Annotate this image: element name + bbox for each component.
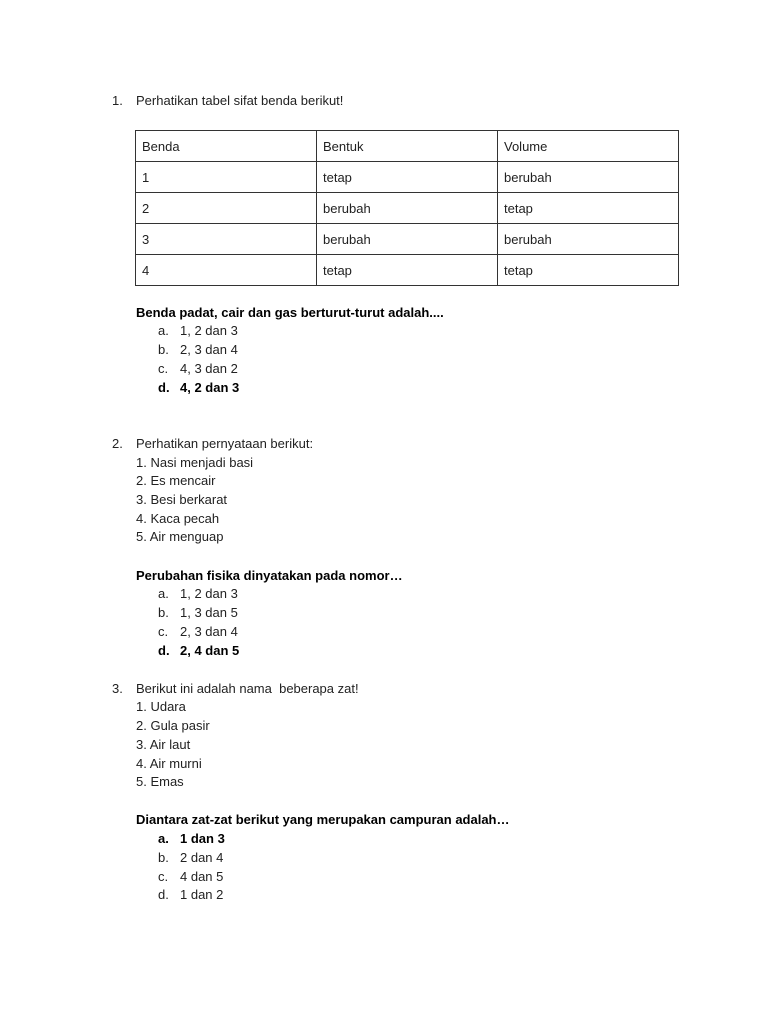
q1-number: 1. bbox=[112, 93, 123, 108]
table-cell: 4 bbox=[136, 255, 317, 286]
q3-item: 1. Udara bbox=[136, 699, 186, 714]
q3-number: 3. bbox=[112, 681, 123, 696]
q3-option-a-answer bbox=[158, 830, 458, 848]
q2-option-c bbox=[158, 623, 458, 641]
option-text: 1, 3 dan 5 bbox=[180, 605, 238, 620]
q2-question: Perubahan fisika dinyatakan pada nomor… bbox=[136, 568, 403, 583]
q1-prompt: Perhatikan tabel sifat benda berikut! bbox=[136, 93, 344, 108]
q2-prompt: Perhatikan pernyataan berikut: bbox=[136, 436, 314, 451]
table-cell: tetap bbox=[498, 255, 679, 286]
option-text: 1 dan 2 bbox=[180, 887, 224, 902]
table-cell: tetap bbox=[498, 193, 679, 224]
option-text: 1 dan 3 bbox=[180, 831, 225, 846]
option-label: d. bbox=[158, 643, 170, 658]
option-label: d. bbox=[158, 887, 169, 902]
table-cell: tetap bbox=[317, 255, 498, 286]
table-row bbox=[136, 224, 679, 255]
q3-option-b bbox=[158, 849, 458, 867]
option-label: b. bbox=[158, 342, 169, 357]
option-label: a. bbox=[158, 323, 169, 338]
table-header-cell: Benda bbox=[136, 131, 317, 162]
table-cell: berubah bbox=[498, 224, 679, 255]
q2-option-a bbox=[158, 585, 458, 603]
table-header-cell: Volume bbox=[498, 131, 679, 162]
properties-table bbox=[135, 130, 679, 286]
q3-item: 3. Air laut bbox=[136, 737, 191, 752]
option-text: 4, 2 dan 3 bbox=[180, 380, 240, 395]
table-cell: 2 bbox=[136, 193, 317, 224]
option-label: a. bbox=[158, 586, 169, 601]
q1-option-a bbox=[158, 322, 458, 340]
option-label: c. bbox=[158, 624, 169, 639]
q2-item: 3. Besi berkarat bbox=[136, 492, 228, 507]
table-cell: 3 bbox=[136, 224, 317, 255]
q1-option-b bbox=[158, 341, 458, 359]
q2-number: 2. bbox=[112, 436, 123, 451]
option-text: 4, 3 dan 2 bbox=[180, 361, 238, 376]
option-label: b. bbox=[158, 605, 169, 620]
q1-option-d-answer bbox=[158, 379, 458, 397]
option-label: c. bbox=[158, 869, 169, 884]
table-row bbox=[136, 162, 679, 193]
q2-item: 1. Nasi menjadi basi bbox=[136, 455, 254, 470]
q3-prompt: Berikut ini adalah nama beberapa zat! bbox=[136, 681, 359, 696]
q1-option-c bbox=[158, 360, 458, 378]
option-text: 2 dan 4 bbox=[180, 850, 224, 865]
q2-item: 2. Es mencair bbox=[136, 473, 216, 488]
q2-item: 4. Kaca pecah bbox=[136, 511, 220, 526]
option-text: 2, 3 dan 4 bbox=[180, 624, 238, 639]
option-label: d. bbox=[158, 380, 170, 395]
table-cell: tetap bbox=[317, 162, 498, 193]
option-text: 1, 2 dan 3 bbox=[180, 586, 238, 601]
option-text: 4 dan 5 bbox=[180, 869, 224, 884]
option-label: b. bbox=[158, 850, 169, 865]
option-text: 1, 2 dan 3 bbox=[180, 323, 238, 338]
option-text: 2, 4 dan 5 bbox=[180, 643, 240, 658]
q3-item: 4. Air murni bbox=[136, 756, 202, 771]
option-label: c. bbox=[158, 361, 169, 376]
q2-option-b bbox=[158, 604, 458, 622]
option-text: 2, 3 dan 4 bbox=[180, 342, 238, 357]
table-cell: berubah bbox=[498, 162, 679, 193]
q3-question: Diantara zat-zat berikut yang merupakan campuran adalah… bbox=[136, 812, 510, 827]
q2-item: 5. Air menguap bbox=[136, 529, 224, 544]
table-cell: berubah bbox=[317, 193, 498, 224]
table-row bbox=[136, 193, 679, 224]
q3-item: 5. Emas bbox=[136, 774, 184, 789]
option-label: a. bbox=[158, 831, 169, 846]
table-header-cell: Bentuk bbox=[317, 131, 498, 162]
q3-option-c bbox=[158, 868, 458, 886]
table-cell: berubah bbox=[317, 224, 498, 255]
table-row bbox=[136, 255, 679, 286]
table-cell: 1 bbox=[136, 162, 317, 193]
table-header-row bbox=[136, 131, 679, 162]
q1-question: Benda padat, cair dan gas berturut-turut adalah.... bbox=[136, 305, 444, 320]
q3-item: 2. Gula pasir bbox=[136, 718, 210, 733]
q3-option-d bbox=[158, 886, 458, 904]
q2-option-d-answer bbox=[158, 642, 458, 660]
